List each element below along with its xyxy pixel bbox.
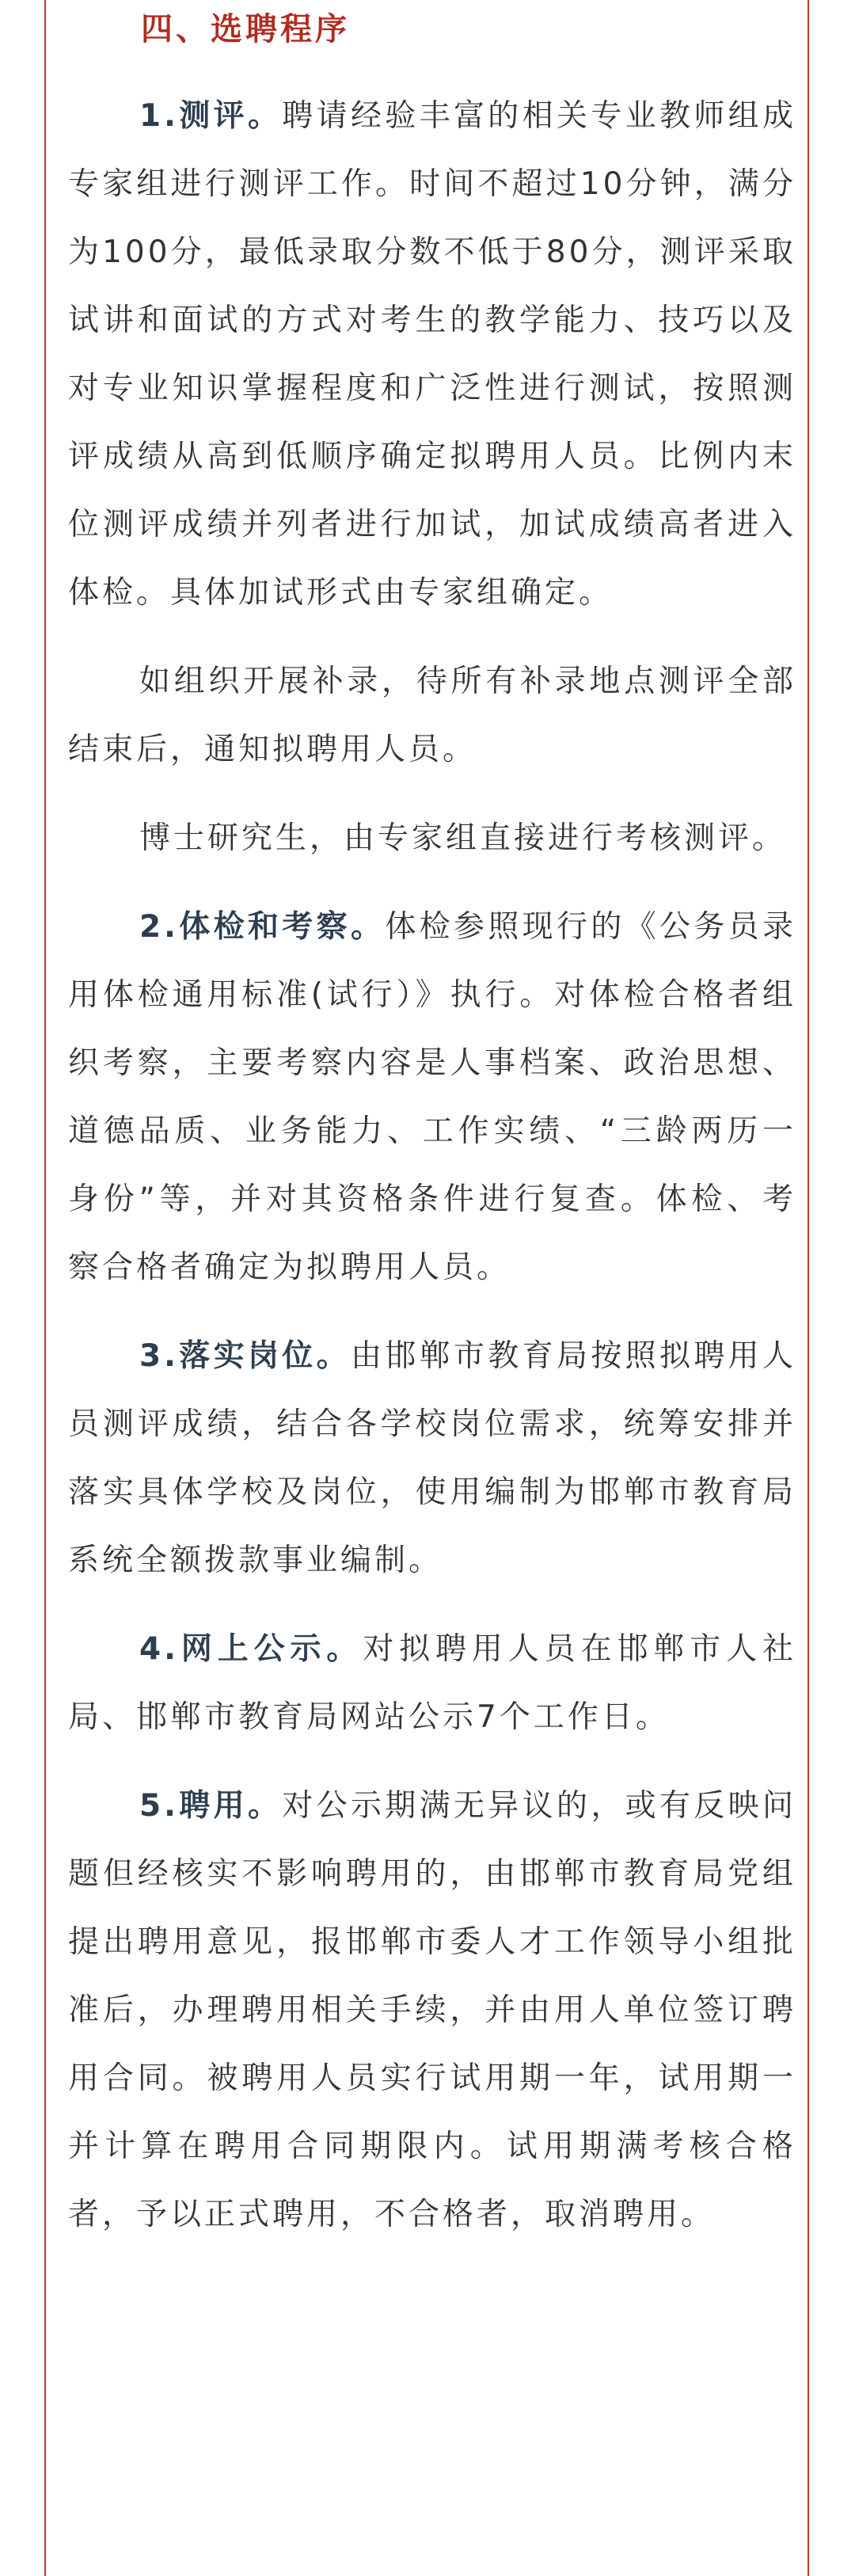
paragraph-text: 聘请经验丰富的相关专业教师组成专家组进行测评工作。时间不超过10分钟，满分为100分，最低录取分数不低于80分，测评采取试讲和面试的方式对考生的教学能力、技巧以及对专业知识掌握程度和广泛性进行测试，按照测评成绩从高到低顺序确定拟聘用人员。比例内末位测评成绩并列者进行加试，加试成绩高者进入体检。具体加试形式由专家组确定。 [68, 98, 796, 611]
article-body [68, 0, 796, 2249]
paragraph-text: 由邯郸市教育局按照拟聘用人员测评成绩，结合各学校岗位需求，统筹安排并落实具体学校及岗位，使用编制为邯郸市教育局系统全额拨款事业编制。 [68, 1338, 796, 1578]
paragraph-hiring [68, 1772, 796, 2249]
paragraph-lead: 5.聘用。 [139, 1788, 283, 1824]
paragraph-supplement [68, 648, 796, 784]
section-title: 四、选聘程序 [141, 11, 350, 48]
paragraph-lead: 1.测评。 [139, 98, 283, 134]
paragraph-lead: 2.体检和考察。 [139, 909, 386, 945]
paragraph-positions [68, 1322, 796, 1595]
paragraph-text: 博士研究生，由专家组直接进行考核测评。 [139, 820, 787, 856]
paragraph-text: 体检参照现行的《公务员录用体检通用标准(试行）》执行。对体检合格者组织考察，主要考察内容是人事档案、政治思想、道德品质、业务能力、工作实绩、“三龄两历一身份”等，并对其资格条件进行复查。体检、考察合格者确定为拟聘用人员。 [68, 909, 796, 1285]
paragraph-medical-exam [68, 893, 796, 1302]
paragraph-evaluation [68, 82, 796, 627]
paragraph-publicity [68, 1615, 796, 1752]
paragraph-text: 对拟聘用人员在邯郸市人社局、邯郸市教育局网站公示7个工作日。 [68, 1631, 796, 1735]
paragraph-lead: 3.落实岗位。 [139, 1338, 351, 1374]
paragraph-text: 如组织开展补录，待所有补录地点测评全部结束后，通知拟聘用人员。 [68, 664, 796, 767]
paragraph-lead: 4.网上公示。 [139, 1631, 363, 1667]
paragraph-text: 对公示期满无异议的，或有反映问题但经核实不影响聘用的，由邯郸市教育局党组提出聘用意见，报邯郸市委人才工作领导小组批准后，办理聘用相关手续，并由用人单位签订聘用合同。被聘用人员实行试用期一年，试用期一并计算在聘用合同期限内。试用期满考核合格者，予以正式聘用，不合格者，取消聘用。 [68, 1788, 796, 2232]
paragraph-doctoral [68, 805, 796, 873]
